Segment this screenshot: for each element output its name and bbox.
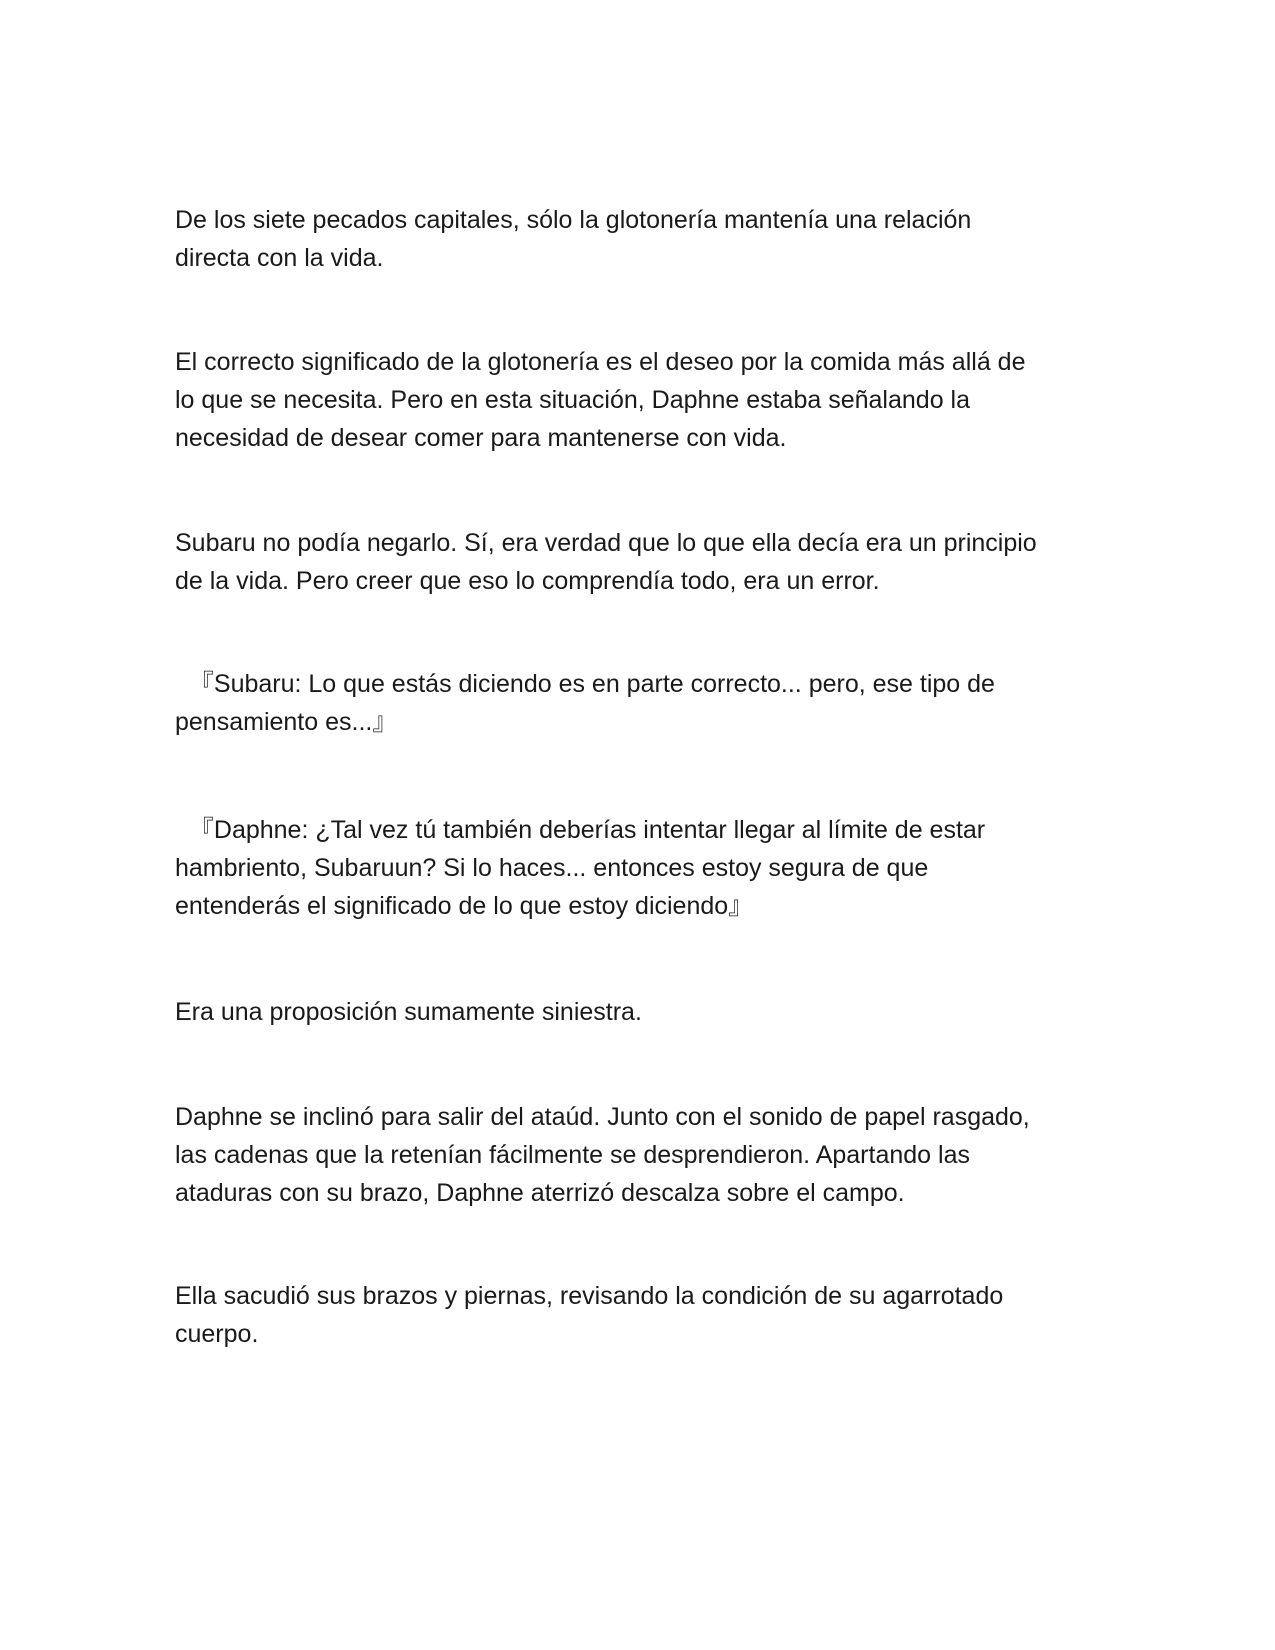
dialogue-subaru: 『Subaru: Lo que estás diciendo es en parte correcto... pero, ese tipo de pensamiento es...』 [175, 670, 995, 736]
paragraph-daphne-body: Ella sacudió sus brazos y piernas, revisando la condición de su agarrotado cuerpo. [175, 1282, 1004, 1348]
paragraph-subaru-thought: Subaru no podía negarlo. Sí, era verdad que lo que ella decía era un principio de la vida. Pero creer que eso lo comprendía todo, era un error. [175, 529, 1037, 595]
paragraph-daphne-coffin: Daphne se inclinó para salir del ataúd. Junto con el sonido de papel rasgado, las cadenas que la retenían fácilmente se desprendieron. Apartando las ataduras con su brazo, Daphne aterrizó descalza sobre el campo. [175, 1103, 1030, 1207]
paragraph-gluttony-intro: De los siete pecados capitales, sólo la glotonería mantenía una relación directa con la vida. [175, 206, 972, 272]
paragraph-gluttony-meaning: El correcto significado de la glotonería es el deseo por la comida más allá de lo que se necesita. Pero en esta situación, Daphne estaba señalando la necesidad de desear comer para mantenerse con vida. [175, 348, 1026, 452]
dialogue-daphne: 『Daphne: ¿Tal vez tú también deberías intentar llegar al límite de estar hambriento, Subaruun? Si lo haces... entonces estoy segura de que entenderás el significado de lo que estoy diciendo』 [175, 816, 986, 920]
paragraph-proposition: Era una proposición sumamente siniestra. [175, 998, 642, 1026]
